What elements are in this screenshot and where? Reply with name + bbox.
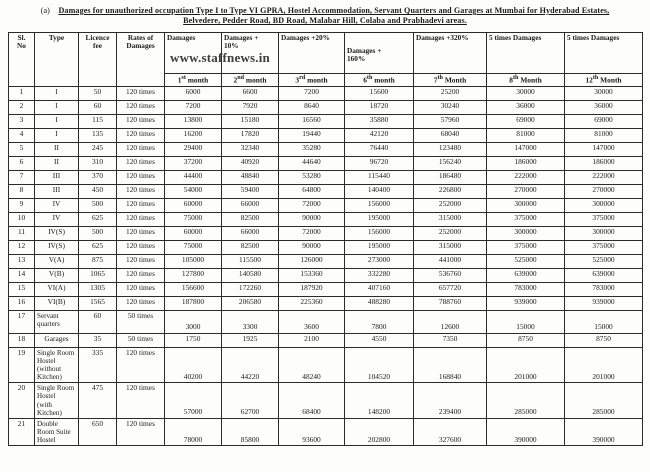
cell-rates-of-damages: 120 times <box>117 240 165 254</box>
cell-5-times-damages-12th: 285000 <box>565 383 643 419</box>
cell-damages: 156600 <box>165 282 222 296</box>
cell-type: II <box>35 142 79 156</box>
cell-damages: 60000 <box>165 226 222 240</box>
cell-damages-10: 44220 <box>222 347 279 383</box>
cell-licence-fee: 475 <box>79 383 117 419</box>
cell-5-times-damages-8th: 375000 <box>487 240 565 254</box>
cell-sl-no: 5 <box>9 142 35 156</box>
table-row <box>9 170 643 184</box>
cell-5-times-damages-12th: 300000 <box>565 226 643 240</box>
cell-damages-160: 115440 <box>345 170 414 184</box>
cell-sl-no: 21 <box>9 418 35 445</box>
header-item-label: (a) <box>40 6 50 15</box>
cell-type: Garages <box>35 333 79 347</box>
cell-sl-no: 19 <box>9 347 35 383</box>
subcol-header-7th-month: 7th Month <box>414 73 487 86</box>
cell-rates-of-damages: 120 times <box>117 296 165 310</box>
cell-damages-10: 17820 <box>222 128 279 142</box>
cell-type: Double Room Suite Hostel <box>35 418 79 445</box>
cell-rates-of-damages: 120 times <box>117 114 165 128</box>
cell-sl-no: 7 <box>9 170 35 184</box>
subcol-header-12th-month: 12th Month <box>565 73 643 86</box>
cell-licence-fee: 60 <box>79 310 117 333</box>
cell-type: II <box>35 156 79 170</box>
cell-damages-320: 7350 <box>414 333 487 347</box>
cell-damages-320: 252000 <box>414 198 487 212</box>
cell-licence-fee: 335 <box>79 347 117 383</box>
cell-damages-320: 239400 <box>414 383 487 419</box>
cell-damages-160: 42120 <box>345 128 414 142</box>
cell-damages-20: 53280 <box>279 170 345 184</box>
col-header-5-times-damages-a: 5 times Damages <box>487 32 565 73</box>
cell-5-times-damages-8th: 36000 <box>487 100 565 114</box>
cell-rates-of-damages: 120 times <box>117 383 165 419</box>
cell-damages-320: 12600 <box>414 310 487 333</box>
cell-damages-160: 18720 <box>345 100 414 114</box>
cell-sl-no: 14 <box>9 268 35 282</box>
cell-rates-of-damages: 120 times <box>117 86 165 100</box>
table-head <box>9 32 643 86</box>
cell-type: VI(A) <box>35 282 79 296</box>
damages-table <box>8 32 643 447</box>
table-row <box>9 100 643 114</box>
cell-damages-20: 19440 <box>279 128 345 142</box>
cell-licence-fee: 650 <box>79 418 117 445</box>
cell-damages: 75000 <box>165 240 222 254</box>
subcol-header-1st-month: 1st month <box>165 73 222 86</box>
cell-damages-320: 252000 <box>414 226 487 240</box>
cell-damages-320: 441000 <box>414 254 487 268</box>
cell-damages: 44400 <box>165 170 222 184</box>
cell-sl-no: 20 <box>9 383 35 419</box>
cell-damages-20: 44640 <box>279 156 345 170</box>
watermark-text: www.staffnews.in <box>170 50 270 65</box>
cell-damages-320: 123480 <box>414 142 487 156</box>
col-header-damages-10: Damages + 10% <box>222 32 279 73</box>
cell-damages: 7200 <box>165 100 222 114</box>
table-row <box>9 114 643 128</box>
cell-damages-20: 3600 <box>279 310 345 333</box>
col-header-damages-20: Damages +20% <box>279 32 345 73</box>
cell-5-times-damages-12th: 270000 <box>565 184 643 198</box>
cell-sl-no: 2 <box>9 100 35 114</box>
cell-damages-320: 168840 <box>414 347 487 383</box>
cell-damages-160: 76440 <box>345 142 414 156</box>
cell-damages-20: 16560 <box>279 114 345 128</box>
cell-damages-160: 104520 <box>345 347 414 383</box>
table-row <box>9 282 643 296</box>
cell-damages: 105000 <box>165 254 222 268</box>
cell-licence-fee: 35 <box>79 333 117 347</box>
cell-rates-of-damages: 120 times <box>117 128 165 142</box>
cell-damages: 40200 <box>165 347 222 383</box>
table-row <box>9 128 643 142</box>
cell-damages-20: 7200 <box>279 86 345 100</box>
cell-rates-of-damages: 120 times <box>117 418 165 445</box>
cell-5-times-damages-12th: 186000 <box>565 156 643 170</box>
table-body <box>9 86 643 446</box>
table-row <box>9 383 643 419</box>
cell-5-times-damages-12th: 36000 <box>565 100 643 114</box>
cell-sl-no: 16 <box>9 296 35 310</box>
cell-sl-no: 10 <box>9 212 35 226</box>
cell-damages-10: 40920 <box>222 156 279 170</box>
cell-damages-10: 140580 <box>222 268 279 282</box>
cell-damages-10: 32340 <box>222 142 279 156</box>
cell-damages: 187800 <box>165 296 222 310</box>
cell-type: IV(S) <box>35 240 79 254</box>
cell-rates-of-damages: 120 times <box>117 184 165 198</box>
cell-sl-no: 15 <box>9 282 35 296</box>
cell-5-times-damages-12th: 69000 <box>565 114 643 128</box>
cell-type: VI(B) <box>35 296 79 310</box>
cell-5-times-damages-8th: 390000 <box>487 418 565 445</box>
cell-sl-no: 13 <box>9 254 35 268</box>
cell-damages-20: 225360 <box>279 296 345 310</box>
cell-damages-10: 48840 <box>222 170 279 184</box>
cell-5-times-damages-12th: 375000 <box>565 240 643 254</box>
cell-type: V(A) <box>35 254 79 268</box>
cell-damages-160: 273000 <box>345 254 414 268</box>
cell-5-times-damages-12th: 15000 <box>565 310 643 333</box>
cell-damages-20: 2100 <box>279 333 345 347</box>
cell-5-times-damages-12th: 81000 <box>565 128 643 142</box>
col-header-5-times-damages-b: 5 times Damages <box>565 32 643 73</box>
table-row <box>9 86 643 100</box>
cell-type: I <box>35 128 79 142</box>
cell-damages-160: 195000 <box>345 212 414 226</box>
cell-5-times-damages-8th: 222000 <box>487 170 565 184</box>
table-row <box>9 226 643 240</box>
cell-damages: 78000 <box>165 418 222 445</box>
table-row <box>9 254 643 268</box>
cell-rates-of-damages: 120 times <box>117 268 165 282</box>
cell-damages-20: 68400 <box>279 383 345 419</box>
cell-damages: 37200 <box>165 156 222 170</box>
subcol-header-6th-month: 6th month <box>345 73 414 86</box>
cell-5-times-damages-8th: 270000 <box>487 184 565 198</box>
cell-damages: 29400 <box>165 142 222 156</box>
cell-rates-of-damages: 50 times <box>117 333 165 347</box>
cell-5-times-damages-12th: 783000 <box>565 282 643 296</box>
cell-damages-20: 90000 <box>279 240 345 254</box>
cell-licence-fee: 500 <box>79 198 117 212</box>
cell-sl-no: 8 <box>9 184 35 198</box>
cell-damages-10: 1925 <box>222 333 279 347</box>
cell-5-times-damages-12th: 201000 <box>565 347 643 383</box>
cell-5-times-damages-8th: 186000 <box>487 156 565 170</box>
cell-damages-20: 35280 <box>279 142 345 156</box>
table-row <box>9 296 643 310</box>
cell-type: III <box>35 184 79 198</box>
cell-5-times-damages-12th: 30000 <box>565 86 643 100</box>
cell-licence-fee: 50 <box>79 86 117 100</box>
cell-damages-10: 59400 <box>222 184 279 198</box>
cell-sl-no: 12 <box>9 240 35 254</box>
cell-damages-160: 35880 <box>345 114 414 128</box>
cell-licence-fee: 625 <box>79 212 117 226</box>
cell-damages-320: 226800 <box>414 184 487 198</box>
damages-table-container <box>0 29 650 447</box>
cell-licence-fee: 1065 <box>79 268 117 282</box>
cell-licence-fee: 1305 <box>79 282 117 296</box>
cell-5-times-damages-12th: 8750 <box>565 333 643 347</box>
cell-sl-no: 17 <box>9 310 35 333</box>
cell-rates-of-damages: 120 times <box>117 170 165 184</box>
cell-rates-of-damages: 120 times <box>117 347 165 383</box>
cell-type: V(B) <box>35 268 79 282</box>
cell-damages-20: 72000 <box>279 198 345 212</box>
table-row <box>9 212 643 226</box>
cell-sl-no: 3 <box>9 114 35 128</box>
subcol-header-3rd-month: 3rd month <box>279 73 345 86</box>
cell-5-times-damages-12th: 222000 <box>565 170 643 184</box>
cell-damages-10: 85800 <box>222 418 279 445</box>
cell-damages-160: 156000 <box>345 198 414 212</box>
cell-damages-160: 7800 <box>345 310 414 333</box>
col-header-damages: Damages <box>165 32 222 73</box>
cell-damages: 3000 <box>165 310 222 333</box>
cell-licence-fee: 875 <box>79 254 117 268</box>
cell-rates-of-damages: 120 times <box>117 198 165 212</box>
cell-damages-20: 93600 <box>279 418 345 445</box>
cell-damages-20: 48240 <box>279 347 345 383</box>
cell-rates-of-damages: 120 times <box>117 100 165 114</box>
cell-damages-10: 172260 <box>222 282 279 296</box>
table-row <box>9 240 643 254</box>
cell-sl-no: 18 <box>9 333 35 347</box>
cell-rates-of-damages: 120 times <box>117 142 165 156</box>
col-header-damages-160: Damages + 160% <box>345 32 414 73</box>
cell-damages-160: 156000 <box>345 226 414 240</box>
cell-licence-fee: 370 <box>79 170 117 184</box>
cell-type: IV <box>35 212 79 226</box>
cell-damages-160: 148200 <box>345 383 414 419</box>
cell-damages-160: 140400 <box>345 184 414 198</box>
cell-5-times-damages-12th: 390000 <box>565 418 643 445</box>
header-title-line-2: Belvedere, Pedder Road, BD Road, Malabar Hill, Colaba and Prabhadevi areas. <box>183 16 467 26</box>
col-header-rates-of-damages: Rates of Damages <box>117 32 165 86</box>
cell-type: I <box>35 100 79 114</box>
cell-damages-10: 66000 <box>222 226 279 240</box>
cell-damages-320: 156240 <box>414 156 487 170</box>
table-row <box>9 156 643 170</box>
cell-type: Single Room Hostel (with Kitchen) <box>35 383 79 419</box>
cell-type: I <box>35 114 79 128</box>
cell-sl-no: 1 <box>9 86 35 100</box>
cell-damages-320: 68040 <box>414 128 487 142</box>
cell-type: IV <box>35 198 79 212</box>
cell-5-times-damages-8th: 525000 <box>487 254 565 268</box>
cell-damages-10: 6600 <box>222 86 279 100</box>
document-header <box>0 0 650 29</box>
table-row <box>9 184 643 198</box>
cell-type: IV(S) <box>35 226 79 240</box>
table-row <box>9 268 643 282</box>
cell-damages-10: 82500 <box>222 240 279 254</box>
cell-type: Servant quarters <box>35 310 79 333</box>
cell-5-times-damages-8th: 285000 <box>487 383 565 419</box>
cell-damages-320: 315000 <box>414 212 487 226</box>
cell-rates-of-damages: 50 times <box>117 310 165 333</box>
table-row <box>9 347 643 383</box>
cell-damages-320: 30240 <box>414 100 487 114</box>
cell-licence-fee: 625 <box>79 240 117 254</box>
cell-damages-320: 186480 <box>414 170 487 184</box>
cell-damages: 6000 <box>165 86 222 100</box>
header-row-main <box>9 32 643 73</box>
cell-5-times-damages-12th: 939000 <box>565 296 643 310</box>
cell-5-times-damages-12th: 300000 <box>565 198 643 212</box>
cell-damages-160: 407160 <box>345 282 414 296</box>
cell-damages-10: 15180 <box>222 114 279 128</box>
cell-damages: 13800 <box>165 114 222 128</box>
cell-rates-of-damages: 120 times <box>117 156 165 170</box>
col-header-sl-no: Sl. No <box>9 32 35 86</box>
cell-type: III <box>35 170 79 184</box>
cell-5-times-damages-12th: 375000 <box>565 212 643 226</box>
cell-5-times-damages-12th: 147000 <box>565 142 643 156</box>
cell-damages-10: 7920 <box>222 100 279 114</box>
cell-damages: 127800 <box>165 268 222 282</box>
cell-5-times-damages-8th: 201000 <box>487 347 565 383</box>
cell-licence-fee: 135 <box>79 128 117 142</box>
cell-damages-320: 315000 <box>414 240 487 254</box>
cell-damages-160: 195000 <box>345 240 414 254</box>
cell-5-times-damages-8th: 8750 <box>487 333 565 347</box>
col-header-damages-320: Damages +320% <box>414 32 487 73</box>
cell-licence-fee: 60 <box>79 100 117 114</box>
cell-damages-320: 327600 <box>414 418 487 445</box>
cell-damages: 54000 <box>165 184 222 198</box>
cell-5-times-damages-8th: 15000 <box>487 310 565 333</box>
cell-5-times-damages-12th: 639000 <box>565 268 643 282</box>
table-row <box>9 310 643 333</box>
cell-sl-no: 9 <box>9 198 35 212</box>
cell-5-times-damages-8th: 639000 <box>487 268 565 282</box>
cell-licence-fee: 1565 <box>79 296 117 310</box>
cell-damages-20: 187920 <box>279 282 345 296</box>
cell-damages-320: 57960 <box>414 114 487 128</box>
cell-damages-320: 657720 <box>414 282 487 296</box>
cell-damages-20: 8640 <box>279 100 345 114</box>
table-row <box>9 418 643 445</box>
cell-damages-20: 126000 <box>279 254 345 268</box>
cell-5-times-damages-8th: 300000 <box>487 198 565 212</box>
cell-5-times-damages-8th: 300000 <box>487 226 565 240</box>
col-header-licence-fee: Licence fee <box>79 32 117 86</box>
cell-5-times-damages-8th: 375000 <box>487 212 565 226</box>
cell-sl-no: 6 <box>9 156 35 170</box>
cell-damages-20: 90000 <box>279 212 345 226</box>
cell-damages-20: 72000 <box>279 226 345 240</box>
cell-licence-fee: 245 <box>79 142 117 156</box>
cell-5-times-damages-8th: 939000 <box>487 296 565 310</box>
cell-sl-no: 11 <box>9 226 35 240</box>
cell-damages: 75000 <box>165 212 222 226</box>
subcol-header-8th-month: 8th Month <box>487 73 565 86</box>
cell-licence-fee: 310 <box>79 156 117 170</box>
cell-rates-of-damages: 120 times <box>117 282 165 296</box>
col-header-type: Type <box>35 32 79 86</box>
cell-damages-10: 115500 <box>222 254 279 268</box>
cell-damages-160: 488280 <box>345 296 414 310</box>
cell-sl-no: 4 <box>9 128 35 142</box>
cell-damages-160: 4550 <box>345 333 414 347</box>
cell-damages-320: 536760 <box>414 268 487 282</box>
table-row <box>9 142 643 156</box>
cell-damages: 60000 <box>165 198 222 212</box>
cell-damages-160: 96720 <box>345 156 414 170</box>
cell-damages-160: 202800 <box>345 418 414 445</box>
header-title-text-1: Damages for unauthorized occupation Type I to Type VI GPRA, Hostel Accommodation, Servant Quarters and Garages at Mumbai for Hyderabad Estates, <box>58 6 610 15</box>
cell-type: I <box>35 86 79 100</box>
cell-damages-160: 332280 <box>345 268 414 282</box>
cell-damages: 1750 <box>165 333 222 347</box>
cell-5-times-damages-8th: 81000 <box>487 128 565 142</box>
cell-damages-10: 66000 <box>222 198 279 212</box>
cell-licence-fee: 500 <box>79 226 117 240</box>
cell-damages-10: 206580 <box>222 296 279 310</box>
cell-rates-of-damages: 120 times <box>117 226 165 240</box>
cell-type: Single Room Hostel (without Kitchen) <box>35 347 79 383</box>
cell-damages-160: 15600 <box>345 86 414 100</box>
cell-rates-of-damages: 120 times <box>117 212 165 226</box>
cell-damages-320: 25200 <box>414 86 487 100</box>
cell-damages-20: 64800 <box>279 184 345 198</box>
cell-damages-10: 3300 <box>222 310 279 333</box>
cell-5-times-damages-8th: 69000 <box>487 114 565 128</box>
table-row <box>9 333 643 347</box>
cell-damages-10: 62700 <box>222 383 279 419</box>
cell-5-times-damages-8th: 783000 <box>487 282 565 296</box>
cell-licence-fee: 450 <box>79 184 117 198</box>
cell-5-times-damages-8th: 147000 <box>487 142 565 156</box>
subcol-header-2nd-month: 2nd month <box>222 73 279 86</box>
cell-5-times-damages-12th: 525000 <box>565 254 643 268</box>
table-row <box>9 198 643 212</box>
cell-licence-fee: 115 <box>79 114 117 128</box>
cell-5-times-damages-8th: 30000 <box>487 86 565 100</box>
cell-damages: 16200 <box>165 128 222 142</box>
cell-damages-10: 82500 <box>222 212 279 226</box>
cell-damages-320: 788760 <box>414 296 487 310</box>
cell-damages: 57000 <box>165 383 222 419</box>
cell-damages-20: 153360 <box>279 268 345 282</box>
header-title-line-1 <box>14 6 636 16</box>
cell-rates-of-damages: 120 times <box>117 254 165 268</box>
